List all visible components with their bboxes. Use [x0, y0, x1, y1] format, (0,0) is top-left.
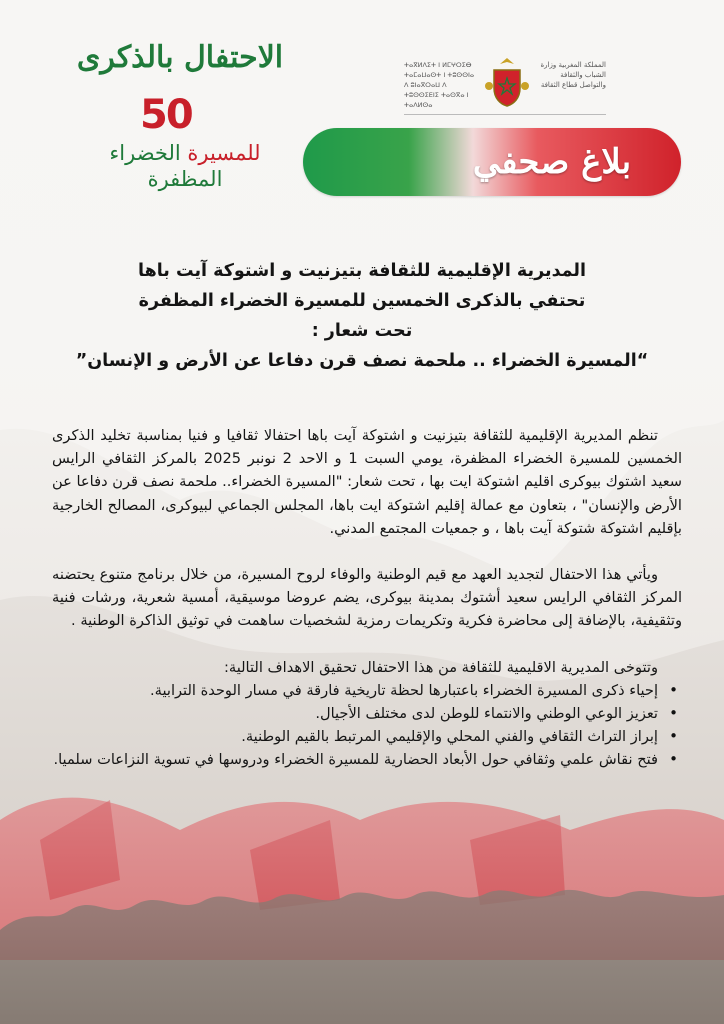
paragraph-2: ويأتي هذا الاحتفال لتجديد العهد مع قيم الوطنية والوفاء لروح المسيرة، من خلال برنامج متنوع يحتضنه المركز الثقافي الرايس سعيد أشتوك بمدينة بيوكرى، يضم عروضا موسيقية، أمسية شعرية، ورشات فنية وتثقيفية، بالإضافة إلى محاضرة فكرية وتكريمات رمزية لشخصيات ساهمت في توثيق الذاكرة الوطنية . — [52, 566, 682, 630]
list-item: • إبراز التراث الثقافي والفني المحلي والإقليمي المرتبط بالقيم الوطنية. — [52, 725, 658, 748]
anniversary-title: الاحتفال بالذكرى — [76, 40, 284, 75]
paragraph-1: تنظم المديرية الإقليمية للثقافة بتيزنيت و اشتوكة آيت باها احتفالا ثقافيا و فنيا بمناسبة تخليد الذكرى الخمسين للمسيرة الخضراء المظفرة، يومي السبت 1 و الاحد 2 نونبر 2025 بالمركز الثقافي الرايس سعيد اشتوك بيوكرى اقليم اشتوكة ايت بها ، تحت شعار: "المسيرة الخضراء.. ملحمة نصف قرن دفاعا عن الأرض والإنسان" ، بتعاون مع عمالة إقليم اشتوكة ايت باها، المجلس الجماعي لبيوكرى، المصالح الخارجية بإقليم اشتوكة شتوكة آيت باها ، و جمعيات المجتمع المدني. — [52, 427, 682, 537]
ministry-logo — [404, 56, 694, 126]
headline-line-1: المديرية الإقليمية للثقافة بتيزنيت و اشتوكة آيت باها — [138, 261, 586, 281]
headline-line-3: تحت شعار : — [311, 321, 413, 341]
ministry-divider — [404, 114, 606, 115]
ministry-arabic-text: المملكة المغربية وزارة الشباب والثقافة والتواصل قطاع الثقافة — [540, 61, 606, 89]
banner-title: بلاغ صحفي — [472, 142, 632, 182]
press-release-banner — [303, 128, 681, 196]
anniversary-subtitle-part2: الخضراء المظفرة — [109, 141, 223, 191]
ministry-tifinagh-text: ⵜⴰⴳⵍⴷⵉⵜ ⵏ ⵍⵎⵖⵔⵉⴱ ⵜⴰⵎⴰⵡⴰⵙⵜ ⵏ ⵜⵓⵙⵙⵏⴰ ⴷ ⵓⵏⴰⴳⵔⴰⵡ ⴷ ⵜⵓⵙⵙⵉⴹⵏⵉ ⵜⴰⵙⴳⴰ ⵏ ⵜⴰⴷⵍⵙⴰ — [404, 61, 475, 109]
list-item: • تعزيز الوعي الوطني والانتماء للوطن لدى مختلف الأجيال. — [52, 702, 658, 725]
headline-line-4: “المسيرة الخضراء .. ملحمة نصف قرن دفاعا عن الأرض و الإنسان” — [75, 351, 649, 371]
anniversary-number: 50 — [140, 92, 192, 138]
goals-list — [52, 679, 682, 772]
headline-line-2: تحتفي بالذكرى الخمسين للمسيرة الخضراء المظفرة — [138, 291, 586, 311]
goals-intro: وتتوخى المديرية الاقليمية للثقافة من هذا الاحتفال تحقيق الاهداف التالية: — [223, 658, 658, 676]
anniversary-logo — [70, 40, 290, 190]
anniversary-subtitle-part1: للمسيرة — [187, 141, 261, 165]
royal-emblem-icon — [484, 56, 530, 108]
headline — [60, 256, 664, 376]
list-item: • إحياء ذكرى المسيرة الخضراء باعتبارها لحظة تاريخية فارقة في مسار الوحدة الترابية. — [52, 679, 658, 702]
list-item: • فتح نقاش علمي وثقافي حول الأبعاد الحضارية للمسيرة الخضراء ودروسها في تسوية النزاعات سلميا. — [52, 748, 658, 771]
anniversary-subtitle — [80, 140, 290, 192]
press-release-body — [52, 424, 682, 772]
